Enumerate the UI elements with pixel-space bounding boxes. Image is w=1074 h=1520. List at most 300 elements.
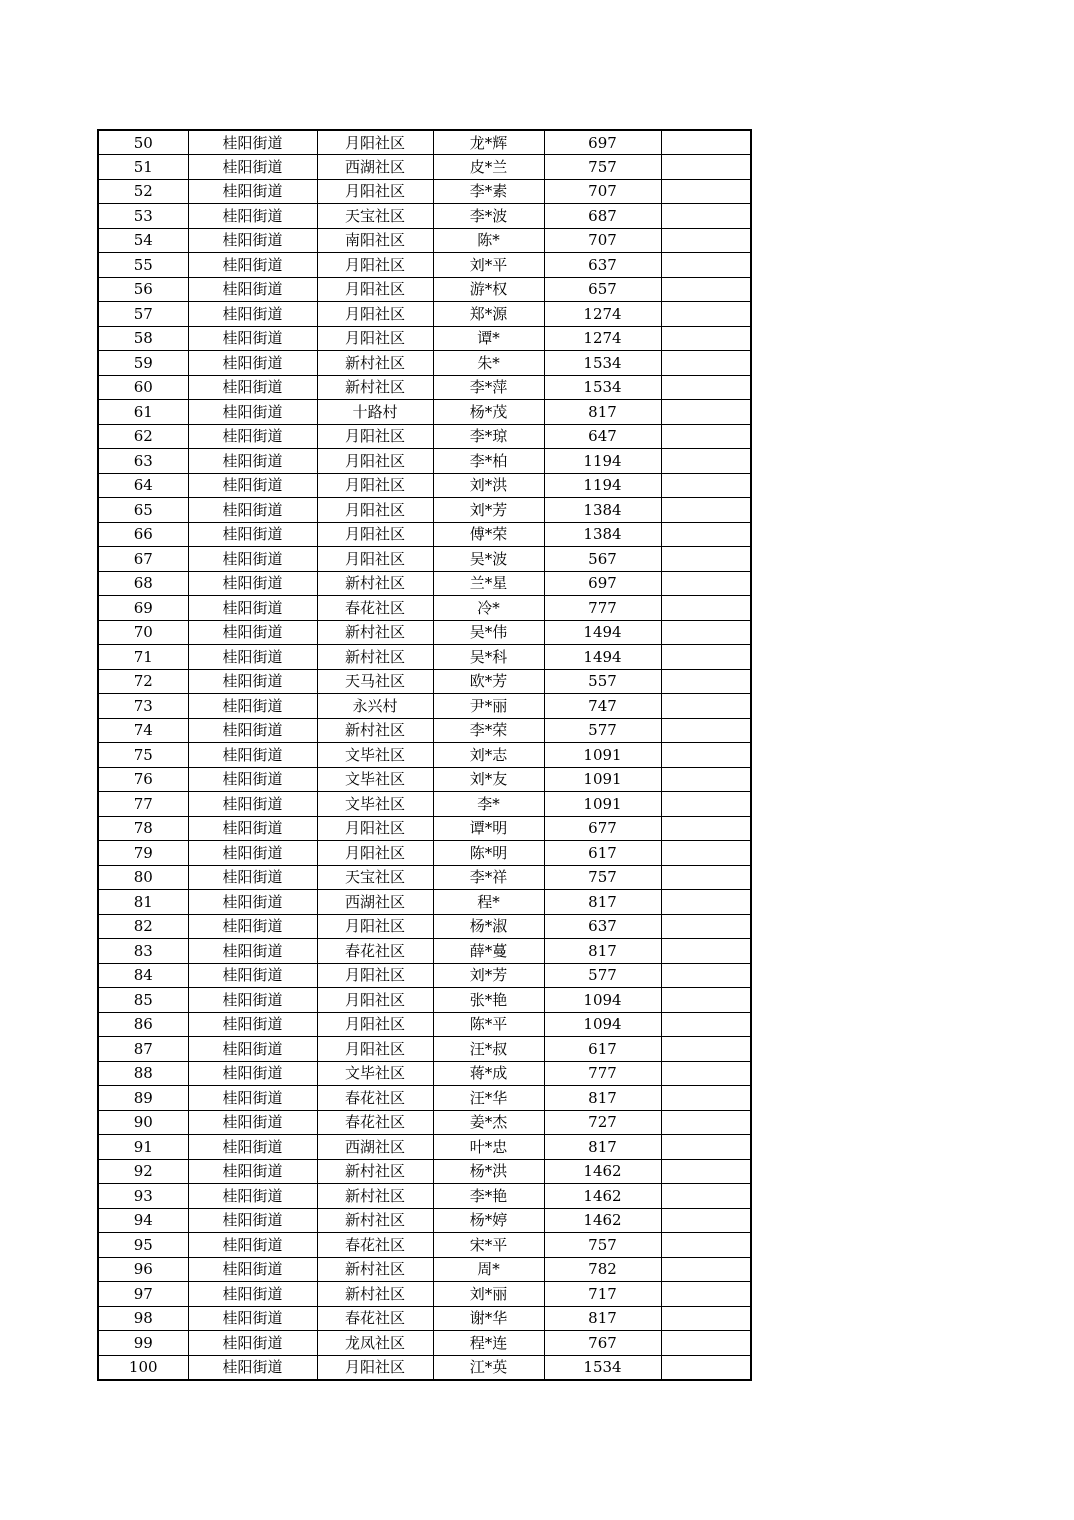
row-number-cell: 95: [98, 1233, 188, 1258]
community-cell: 月阳社区: [317, 473, 433, 498]
note-cell: [661, 424, 751, 449]
name-cell: 李*素: [433, 179, 544, 204]
name-cell: 张*艳: [433, 988, 544, 1013]
community-cell: 文毕社区: [317, 1061, 433, 1086]
street-cell: 桂阳街道: [188, 179, 317, 204]
name-cell: 郑*源: [433, 302, 544, 327]
row-number-cell: 100: [98, 1355, 188, 1380]
name-cell: 刘*芳: [433, 498, 544, 523]
community-cell: 新村社区: [317, 351, 433, 376]
street-cell: 桂阳街道: [188, 743, 317, 768]
street-cell: 桂阳街道: [188, 1257, 317, 1282]
amount-cell: 637: [544, 914, 661, 939]
name-cell: 尹*丽: [433, 694, 544, 719]
note-cell: [661, 792, 751, 817]
amount-cell: 1384: [544, 498, 661, 523]
street-cell: 桂阳街道: [188, 1086, 317, 1111]
community-cell: 永兴村: [317, 694, 433, 719]
street-cell: 桂阳街道: [188, 449, 317, 474]
note-cell: [661, 1355, 751, 1380]
name-cell: 谢*华: [433, 1306, 544, 1331]
table-row: [98, 1282, 751, 1307]
amount-cell: 777: [544, 596, 661, 621]
note-cell: [661, 1306, 751, 1331]
table-row: [98, 547, 751, 572]
community-cell: 新村社区: [317, 1282, 433, 1307]
row-number-cell: 81: [98, 890, 188, 915]
table-row: [98, 253, 751, 278]
row-number-cell: 64: [98, 473, 188, 498]
amount-cell: 707: [544, 179, 661, 204]
community-cell: 月阳社区: [317, 498, 433, 523]
name-cell: 江*英: [433, 1355, 544, 1380]
community-cell: 春花社区: [317, 1233, 433, 1258]
name-cell: 吴*伟: [433, 620, 544, 645]
community-cell: 月阳社区: [317, 253, 433, 278]
row-number-cell: 59: [98, 351, 188, 376]
amount-cell: 677: [544, 816, 661, 841]
row-number-cell: 73: [98, 694, 188, 719]
name-cell: 杨*洪: [433, 1159, 544, 1184]
street-cell: 桂阳街道: [188, 767, 317, 792]
community-cell: 文毕社区: [317, 743, 433, 768]
street-cell: 桂阳街道: [188, 204, 317, 229]
community-cell: 文毕社区: [317, 792, 433, 817]
street-cell: 桂阳街道: [188, 694, 317, 719]
amount-cell: 617: [544, 841, 661, 866]
community-cell: 春花社区: [317, 1110, 433, 1135]
name-cell: 陈*: [433, 228, 544, 253]
community-cell: 南阳社区: [317, 228, 433, 253]
street-cell: 桂阳街道: [188, 816, 317, 841]
amount-cell: 817: [544, 939, 661, 964]
name-cell: 李*祥: [433, 865, 544, 890]
name-cell: 冷*: [433, 596, 544, 621]
amount-cell: 817: [544, 1306, 661, 1331]
note-cell: [661, 963, 751, 988]
row-number-cell: 94: [98, 1208, 188, 1233]
table-row: [98, 498, 751, 523]
note-cell: [661, 620, 751, 645]
row-number-cell: 68: [98, 571, 188, 596]
amount-cell: 1494: [544, 620, 661, 645]
community-cell: 龙凤社区: [317, 1331, 433, 1356]
table-row: [98, 620, 751, 645]
name-cell: 吴*科: [433, 645, 544, 670]
name-cell: 李*艳: [433, 1184, 544, 1209]
street-cell: 桂阳街道: [188, 375, 317, 400]
community-cell: 新村社区: [317, 1257, 433, 1282]
row-number-cell: 80: [98, 865, 188, 890]
name-cell: 谭*明: [433, 816, 544, 841]
note-cell: [661, 767, 751, 792]
row-number-cell: 67: [98, 547, 188, 572]
amount-cell: 777: [544, 1061, 661, 1086]
name-cell: 兰*星: [433, 571, 544, 596]
amount-cell: 567: [544, 547, 661, 572]
table-row: [98, 841, 751, 866]
note-cell: [661, 890, 751, 915]
row-number-cell: 98: [98, 1306, 188, 1331]
street-cell: 桂阳街道: [188, 130, 317, 155]
community-cell: 月阳社区: [317, 326, 433, 351]
table-row: [98, 1037, 751, 1062]
note-cell: [661, 302, 751, 327]
row-number-cell: 50: [98, 130, 188, 155]
table-row: [98, 1306, 751, 1331]
table-row: [98, 816, 751, 841]
row-number-cell: 84: [98, 963, 188, 988]
community-cell: 月阳社区: [317, 1355, 433, 1380]
row-number-cell: 96: [98, 1257, 188, 1282]
name-cell: 汪*华: [433, 1086, 544, 1111]
amount-cell: 657: [544, 277, 661, 302]
amount-cell: 1094: [544, 1012, 661, 1037]
table-row: [98, 326, 751, 351]
name-cell: 杨*婷: [433, 1208, 544, 1233]
table-row: [98, 743, 751, 768]
note-cell: [661, 841, 751, 866]
street-cell: 桂阳街道: [188, 718, 317, 743]
name-cell: 李*: [433, 792, 544, 817]
note-cell: [661, 1110, 751, 1135]
amount-cell: 1462: [544, 1159, 661, 1184]
amount-cell: 1091: [544, 743, 661, 768]
amount-cell: 757: [544, 1233, 661, 1258]
roster-table: [97, 129, 752, 1381]
community-cell: 月阳社区: [317, 1012, 433, 1037]
street-cell: 桂阳街道: [188, 253, 317, 278]
name-cell: 宋*平: [433, 1233, 544, 1258]
name-cell: 皮*兰: [433, 155, 544, 180]
street-cell: 桂阳街道: [188, 939, 317, 964]
note-cell: [661, 596, 751, 621]
row-number-cell: 86: [98, 1012, 188, 1037]
table-row: [98, 522, 751, 547]
name-cell: 游*权: [433, 277, 544, 302]
street-cell: 桂阳街道: [188, 1012, 317, 1037]
row-number-cell: 61: [98, 400, 188, 425]
name-cell: 李*柏: [433, 449, 544, 474]
name-cell: 薛*蔓: [433, 939, 544, 964]
table-row: [98, 179, 751, 204]
row-number-cell: 53: [98, 204, 188, 229]
amount-cell: 687: [544, 204, 661, 229]
table-row: [98, 1184, 751, 1209]
row-number-cell: 71: [98, 645, 188, 670]
street-cell: 桂阳街道: [188, 1331, 317, 1356]
row-number-cell: 63: [98, 449, 188, 474]
note-cell: [661, 1233, 751, 1258]
table-row: [98, 351, 751, 376]
row-number-cell: 65: [98, 498, 188, 523]
row-number-cell: 85: [98, 988, 188, 1013]
name-cell: 叶*忠: [433, 1135, 544, 1160]
note-cell: [661, 988, 751, 1013]
table-row: [98, 1208, 751, 1233]
community-cell: 月阳社区: [317, 816, 433, 841]
street-cell: 桂阳街道: [188, 1061, 317, 1086]
name-cell: 刘*芳: [433, 963, 544, 988]
street-cell: 桂阳街道: [188, 498, 317, 523]
community-cell: 西湖社区: [317, 890, 433, 915]
community-cell: 月阳社区: [317, 522, 433, 547]
note-cell: [661, 400, 751, 425]
note-cell: [661, 155, 751, 180]
street-cell: 桂阳街道: [188, 890, 317, 915]
amount-cell: 1091: [544, 792, 661, 817]
street-cell: 桂阳街道: [188, 620, 317, 645]
community-cell: 文毕社区: [317, 767, 433, 792]
amount-cell: 617: [544, 1037, 661, 1062]
street-cell: 桂阳街道: [188, 841, 317, 866]
table-row: [98, 473, 751, 498]
amount-cell: 727: [544, 1110, 661, 1135]
table-row: [98, 1257, 751, 1282]
note-cell: [661, 228, 751, 253]
name-cell: 杨*淑: [433, 914, 544, 939]
community-cell: 新村社区: [317, 571, 433, 596]
note-cell: [661, 914, 751, 939]
amount-cell: 707: [544, 228, 661, 253]
note-cell: [661, 498, 751, 523]
table-row: [98, 302, 751, 327]
street-cell: 桂阳街道: [188, 228, 317, 253]
community-cell: 春花社区: [317, 1306, 433, 1331]
street-cell: 桂阳街道: [188, 326, 317, 351]
row-number-cell: 54: [98, 228, 188, 253]
table-row: [98, 277, 751, 302]
street-cell: 桂阳街道: [188, 155, 317, 180]
row-number-cell: 93: [98, 1184, 188, 1209]
table-row: [98, 571, 751, 596]
row-number-cell: 51: [98, 155, 188, 180]
amount-cell: 747: [544, 694, 661, 719]
name-cell: 周*: [433, 1257, 544, 1282]
community-cell: 十路村: [317, 400, 433, 425]
name-cell: 李*萍: [433, 375, 544, 400]
amount-cell: 577: [544, 963, 661, 988]
table-row: [98, 449, 751, 474]
note-cell: [661, 718, 751, 743]
table-row: [98, 596, 751, 621]
amount-cell: 1534: [544, 1355, 661, 1380]
street-cell: 桂阳街道: [188, 302, 317, 327]
row-number-cell: 69: [98, 596, 188, 621]
table-row: [98, 155, 751, 180]
community-cell: 天马社区: [317, 669, 433, 694]
street-cell: 桂阳街道: [188, 400, 317, 425]
amount-cell: 1091: [544, 767, 661, 792]
community-cell: 西湖社区: [317, 1135, 433, 1160]
note-cell: [661, 253, 751, 278]
row-number-cell: 75: [98, 743, 188, 768]
amount-cell: 1534: [544, 351, 661, 376]
name-cell: 李*琼: [433, 424, 544, 449]
community-cell: 春花社区: [317, 939, 433, 964]
table-row: [98, 718, 751, 743]
note-cell: [661, 204, 751, 229]
name-cell: 谭*: [433, 326, 544, 351]
amount-cell: 1094: [544, 988, 661, 1013]
row-number-cell: 78: [98, 816, 188, 841]
row-number-cell: 62: [98, 424, 188, 449]
street-cell: 桂阳街道: [188, 571, 317, 596]
row-number-cell: 89: [98, 1086, 188, 1111]
amount-cell: 767: [544, 1331, 661, 1356]
note-cell: [661, 130, 751, 155]
table-row: [98, 694, 751, 719]
street-cell: 桂阳街道: [188, 988, 317, 1013]
table-row: [98, 130, 751, 155]
name-cell: 杨*茂: [433, 400, 544, 425]
note-cell: [661, 547, 751, 572]
note-cell: [661, 1184, 751, 1209]
note-cell: [661, 326, 751, 351]
note-cell: [661, 1257, 751, 1282]
amount-cell: 1194: [544, 449, 661, 474]
note-cell: [661, 1086, 751, 1111]
note-cell: [661, 939, 751, 964]
note-cell: [661, 179, 751, 204]
amount-cell: 1194: [544, 473, 661, 498]
community-cell: 新村社区: [317, 375, 433, 400]
street-cell: 桂阳街道: [188, 1135, 317, 1160]
note-cell: [661, 816, 751, 841]
street-cell: 桂阳街道: [188, 792, 317, 817]
row-number-cell: 60: [98, 375, 188, 400]
table-row: [98, 228, 751, 253]
community-cell: 新村社区: [317, 718, 433, 743]
community-cell: 月阳社区: [317, 841, 433, 866]
community-cell: 月阳社区: [317, 424, 433, 449]
row-number-cell: 90: [98, 1110, 188, 1135]
table-row: [98, 1086, 751, 1111]
note-cell: [661, 669, 751, 694]
name-cell: 姜*杰: [433, 1110, 544, 1135]
name-cell: 龙*辉: [433, 130, 544, 155]
amount-cell: 647: [544, 424, 661, 449]
row-number-cell: 88: [98, 1061, 188, 1086]
table-row: [98, 1159, 751, 1184]
name-cell: 刘*志: [433, 743, 544, 768]
table-row: [98, 424, 751, 449]
row-number-cell: 55: [98, 253, 188, 278]
community-cell: 月阳社区: [317, 963, 433, 988]
note-cell: [661, 522, 751, 547]
amount-cell: 557: [544, 669, 661, 694]
table-row: [98, 375, 751, 400]
note-cell: [661, 375, 751, 400]
community-cell: 新村社区: [317, 1184, 433, 1209]
table-row: [98, 767, 751, 792]
note-cell: [661, 1135, 751, 1160]
note-cell: [661, 449, 751, 474]
amount-cell: 817: [544, 1086, 661, 1111]
table-row: [98, 792, 751, 817]
row-number-cell: 97: [98, 1282, 188, 1307]
street-cell: 桂阳街道: [188, 1233, 317, 1258]
street-cell: 桂阳街道: [188, 522, 317, 547]
note-cell: [661, 1037, 751, 1062]
amount-cell: 1462: [544, 1208, 661, 1233]
row-number-cell: 74: [98, 718, 188, 743]
amount-cell: 1274: [544, 302, 661, 327]
street-cell: 桂阳街道: [188, 596, 317, 621]
amount-cell: 757: [544, 155, 661, 180]
community-cell: 新村社区: [317, 1159, 433, 1184]
community-cell: 月阳社区: [317, 914, 433, 939]
table-row: [98, 1110, 751, 1135]
community-cell: 西湖社区: [317, 155, 433, 180]
table-row: [98, 988, 751, 1013]
amount-cell: 757: [544, 865, 661, 890]
note-cell: [661, 571, 751, 596]
note-cell: [661, 865, 751, 890]
community-cell: 月阳社区: [317, 547, 433, 572]
street-cell: 桂阳街道: [188, 547, 317, 572]
street-cell: 桂阳街道: [188, 669, 317, 694]
table-row: [98, 1331, 751, 1356]
street-cell: 桂阳街道: [188, 1159, 317, 1184]
amount-cell: 817: [544, 1135, 661, 1160]
name-cell: 刘*洪: [433, 473, 544, 498]
note-cell: [661, 1208, 751, 1233]
row-number-cell: 99: [98, 1331, 188, 1356]
row-number-cell: 66: [98, 522, 188, 547]
street-cell: 桂阳街道: [188, 1355, 317, 1380]
street-cell: 桂阳街道: [188, 277, 317, 302]
community-cell: 月阳社区: [317, 179, 433, 204]
row-number-cell: 79: [98, 841, 188, 866]
name-cell: 李*波: [433, 204, 544, 229]
amount-cell: 1462: [544, 1184, 661, 1209]
table-row: [98, 865, 751, 890]
amount-cell: 1494: [544, 645, 661, 670]
amount-cell: 817: [544, 400, 661, 425]
name-cell: 欧*芳: [433, 669, 544, 694]
note-cell: [661, 1012, 751, 1037]
note-cell: [661, 1159, 751, 1184]
amount-cell: 1274: [544, 326, 661, 351]
name-cell: 吴*波: [433, 547, 544, 572]
note-cell: [661, 694, 751, 719]
amount-cell: 1534: [544, 375, 661, 400]
row-number-cell: 52: [98, 179, 188, 204]
table-row: [98, 1355, 751, 1380]
row-number-cell: 57: [98, 302, 188, 327]
roster-rows: [98, 130, 751, 1380]
street-cell: 桂阳街道: [188, 1037, 317, 1062]
table-row: [98, 400, 751, 425]
name-cell: 程*: [433, 890, 544, 915]
name-cell: 刘*友: [433, 767, 544, 792]
note-cell: [661, 1061, 751, 1086]
street-cell: 桂阳街道: [188, 351, 317, 376]
street-cell: 桂阳街道: [188, 645, 317, 670]
table-row: [98, 669, 751, 694]
name-cell: 李*荣: [433, 718, 544, 743]
community-cell: 月阳社区: [317, 130, 433, 155]
name-cell: 汪*叔: [433, 1037, 544, 1062]
community-cell: 月阳社区: [317, 1037, 433, 1062]
name-cell: 傅*荣: [433, 522, 544, 547]
street-cell: 桂阳街道: [188, 1306, 317, 1331]
amount-cell: 577: [544, 718, 661, 743]
amount-cell: 1384: [544, 522, 661, 547]
community-cell: 新村社区: [317, 1208, 433, 1233]
row-number-cell: 91: [98, 1135, 188, 1160]
